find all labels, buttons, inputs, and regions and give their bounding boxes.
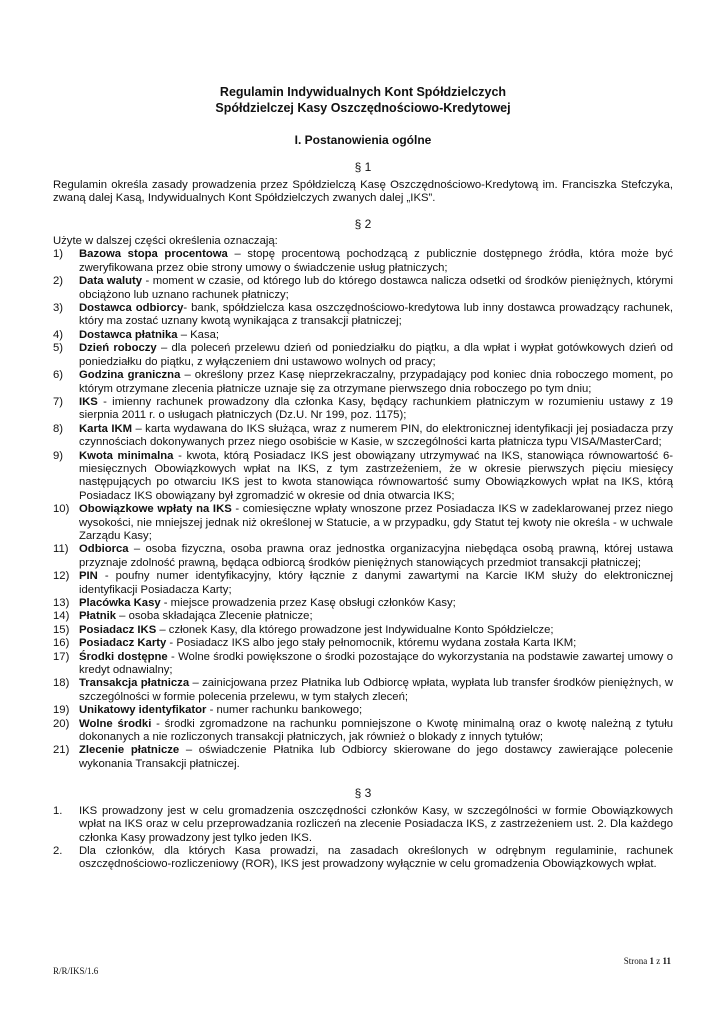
definition-term: PIN [79,570,98,583]
chapter-heading: I. Postanowienia ogólne [294,133,432,147]
definition-number: 19) [53,704,70,717]
definition-term: Transakcja płatnicza [79,677,190,690]
document-code: R/R/IKS/1.6 [53,966,99,976]
definition-item [53,450,673,504]
definition-item [53,610,673,623]
definition-term: Zlecenie płatnicze [79,744,180,757]
definition-text: - moment w czasie, od którego lub do którego dostawca nalicza odsetki od środków pieniężnych, którymi obciążono lub uznano rachunek płatniczy; [79,275,673,301]
definition-item [53,637,673,650]
definition-number: 14) [53,610,70,623]
document-body [53,84,673,872]
page-prefix: Strona [623,956,648,966]
definition-item [53,503,673,543]
paragraph-3-item-text: IKS prowadzony jest w celu gromadzenia oszczędności członków Kasy, w szczególności w formie Obowiązkowych wpłat na IKS oraz w celu przeprowadzania rozliczeń na zlecenie Posiadacza IKS, z zastrzeżeniem ust. 2. Dla każdego członka Kasy prowadzony jest tylko jeden IKS. [79,804,673,844]
definition-term: Odbiorca [79,543,129,556]
paragraph-1-label: § 1 [354,160,372,175]
definitions-list [53,248,673,771]
definition-text: - Posiadacz IKS albo jego stały pełnomocnik, któremu wydana została Karta IKM; [166,637,577,650]
definition-number: 7) [53,395,64,408]
definition-term: Dzień roboczy [79,342,157,355]
paragraph-3-item-text: Dla członków, dla których Kasa prowadzi, na zasadach określonych w odrębnym regulaminie, rachunek oszczędnościowo-rozliczeniowy (ROR), IKS jest prowadzony wyłącznie w celu gromadzenia Obowiązkowych wpłat. [79,844,673,871]
paragraph-3-item [53,805,673,845]
paragraph-2-intro: Użyte w dalszej części określenia oznaczają: [53,235,278,248]
paragraph-2-label: § 2 [354,216,372,231]
definition-number: 6) [53,369,64,382]
document-title [53,84,673,116]
definition-text: - numer rachunku bankowego; [206,704,363,717]
definition-term: Środki dostępne [79,650,168,663]
definition-number: 4) [53,328,64,341]
paragraph-3-item-number: 1. [53,804,63,817]
paragraph-3-item [53,845,673,872]
definition-number: 13) [53,597,70,609]
definition-item [53,248,673,275]
definition-item [53,624,673,637]
definition-term: Unikatowy identyfikator [79,704,207,717]
definition-text: - bank, spółdzielcza kasa oszczędnościowo-kredytowa lub inny dostawca prowadzący rachunek, który ma zostać uznany kwotą wynikająca z transakcji płatniczej; [79,302,673,328]
definition-number: 10) [53,503,70,516]
definition-number: 21) [53,744,70,757]
page-total: 11 [662,956,671,966]
definition-item [53,275,673,302]
definition-term: Płatnik [79,610,117,623]
definition-number: 16) [53,637,70,650]
definition-item [53,718,673,745]
title-line-2: Spółdzielczej Kasy Oszczędnościowo-Kredytowej [215,101,511,115]
definition-text: – zainicjowana przez Płatnika lub Odbiorcę wpłata, wypłata lub transfer środków pieniężnych, w szczególności w formie polecenia przelewu, w tym stałych zleceń; [79,677,673,703]
definition-item [53,369,673,396]
page-current: 1 [649,956,654,966]
definition-number: 11) [53,543,69,556]
definition-text: - kwota, którą Posiadacz IKS jest obowiązany utrzymywać na IKS, stanowiąca równowartość 6-miesięcznych Obowiązkowych wpłat na IKS, z tym zastrzeżeniem, że w okresie pierwszych pięciu miesięcy następujących po otwarciu IKS jest to kwota stanowiąca równowartość sumy Obowiązkowych wpłat na IKS, którą Posiadacz IKS obowiązany był zgromadzić w okresie od dnia otwarcia IKS; [79,449,673,502]
definition-term: Bazowa stopa procentowa [79,248,228,261]
definition-term: Godzina graniczna [79,369,181,382]
definition-term: Placówka Kasy [79,597,161,609]
definition-item [53,543,673,570]
definition-item [53,396,673,423]
definition-item [53,597,673,610]
definition-item [53,342,673,369]
definition-text: – osoba fizyczna, osoba prawna oraz jednostka organizacyjna niebędąca osobą prawną, której ustawa przyznaje zdolność prawną, będąca odbiorcą środków pieniężnych stanowiących przedmiot transakcji płatniczej; [79,543,673,569]
definition-item [53,423,673,450]
definition-text: – dla poleceń przelewu dzień od poniedziałku do piątku, a dla wpłat i wypłat gotówkowych dzień od poniedziałku do piątku, z wyłączeniem dni ustawowo wolnych od pracy; [79,342,673,368]
definition-number: 12) [53,570,70,583]
definition-term: IKS [79,395,98,408]
definition-text: - środki zgromadzone na rachunku pomniejszone o Kwotę minimalną oraz o kwotę należną z tytułu dokonanych a nie rozliczonych transakcji płatniczych, jak również o blokady z innych tytułów; [79,717,673,744]
definition-number: 5) [53,342,64,355]
paragraph-3-list [53,805,673,872]
definition-term: Dostawca odbiorcy [79,302,184,315]
definition-term: Posiadacz IKS [79,623,157,636]
definition-text: - Wolne środki powiększone o środki pozostające do wykorzystania na podstawie zawartej umowy o kredyt odnawialny; [79,650,673,677]
definition-term: Wolne środki [79,717,152,730]
page-separator: z [656,956,661,966]
definition-item [53,302,673,329]
definition-term: Data waluty [79,275,143,288]
definition-text: - comiesięczne wpłaty wnoszone przez Posiadacza IKS w zadeklarowanej przez niego wysokości, nie mniejszej jednak niż określonej w Statucie, a w przypadku, gdy Statut tej kwoty nie określa - w uchwale Zarządu Kasy; [79,503,673,542]
title-line-1: Regulamin Indywidualnych Kont Spółdzielczych [219,85,507,99]
definition-item [53,570,673,597]
definition-number: 9) [53,449,64,462]
paragraph-1-text: Regulamin określa zasady prowadzenia przez Spółdzielczą Kasę Oszczędnościowo-Kredytową im. Franciszka Stefczyka, zwaną dalej Kasą, Indywidualnych Kont Spółdzielczych zwanych dalej „IKS”. [53,178,673,205]
definition-item [53,704,673,717]
definition-number: 20) [53,717,70,730]
definition-text: – karta wydawana do IKS służąca, wraz z numerem PIN, do elektronicznej identyfikacji jej posiadacza przy czynnościach dokonywanych przez niego osobiście w Kasie, w szczególności karta płatnicza typu VISA/MasterCard; [79,422,673,449]
paragraph-3-label: § 3 [354,786,372,801]
definition-text: - miejsce prowadzenia przez Kasę obsługi członków Kasy; [160,597,456,609]
definition-item [53,651,673,678]
definition-text: - imienny rachunek prowadzony dla członka Kasy, będący rachunkiem płatniczym w rozumieniu ustawy z 19 sierpnia 2011 r. o usługach płatniczych (Dz.U. Nr 199, poz. 1175); [79,395,673,422]
definition-term: Dostawca płatnika [79,328,178,341]
definition-term: Kwota minimalna [79,449,174,462]
definition-number: 17) [53,650,70,663]
definition-number: 15) [53,623,70,636]
definition-text: – stopę procentową pochodzącą z publicznie dostępnego źródła, która może być zweryfikowana przez obie strony umowy o świadczenie usług płatniczych; [79,248,673,274]
paragraph-3-item-number: 2. [53,844,63,857]
definition-text: - poufny numer identyfikacyjny, który łącznie z danymi zawartymi na Karcie IKM służy do elektronicznej identyfikacji Posiadacza Karty; [79,570,673,596]
definition-term: Obowiązkowe wpłaty na IKS [79,503,232,516]
definition-term: Posiadacz Karty [79,637,167,650]
definition-term: Karta IKM [79,422,133,435]
definition-text: – członek Kasy, dla którego prowadzone jest Indywidualne Konto Spółdzielcze; [156,623,554,636]
definition-text: – osoba składająca Zlecenie płatnicze; [116,610,313,623]
page-number [624,956,671,966]
definition-item [53,329,673,342]
definition-number: 8) [53,422,64,435]
definition-number: 3) [53,302,64,315]
definition-number: 1) [53,248,64,261]
definition-text: – oświadczenie Płatnika lub Odbiorcy skierowane do jego dostawcy zawierające polecenie wykonania Transakcji płatniczej. [79,744,673,770]
definition-number: 18) [53,677,70,690]
definition-item [53,677,673,704]
definition-item [53,744,673,771]
definition-text: – Kasa; [177,328,220,341]
definition-number: 2) [53,275,64,288]
definition-text: – określony przez Kasę nieprzekraczalny, przypadający pod koniec dnia roboczego moment, po którym otrzymane zlecenia płatnicze uznaje się za otrzymane pierwszego dnia roboczego po tym dniu; [79,369,673,395]
